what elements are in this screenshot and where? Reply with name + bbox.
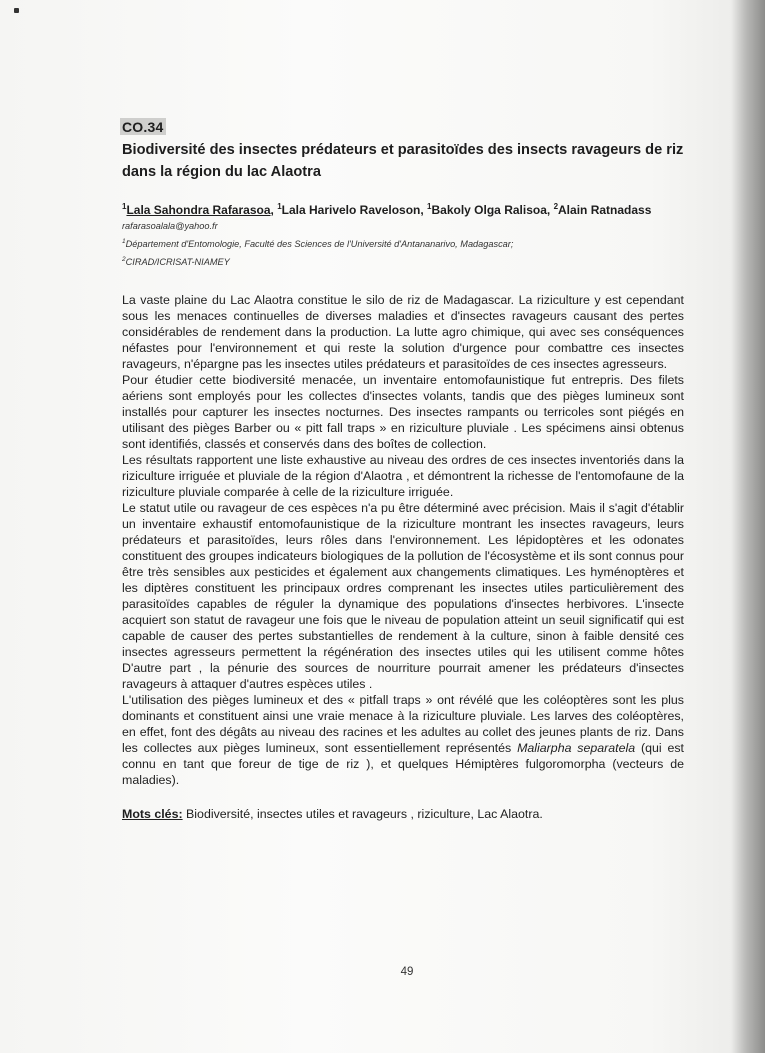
scan-shadow-edge: [731, 0, 765, 1053]
author-list: [122, 199, 684, 218]
abstract-paragraph-5: L'utilisation des pièges lumineux et des « pitfall traps » ont révélé que les coléoptères sont les plus dominants et constituent ainsi une vraie menace à la riziculture pluviale. Les larves des coléoptères, en effet, font des dégâts au niveau des racines et les adultes au collet des jeunes plants de riz. Dans les collectes aux pièges lumineux, sont essentiellement représentés Maliarpha separatela (qui est connu en tant que foreur de tige de riz ), et quelques Hémiptères fulgoromorpha (vecteurs de maladies).: [122, 693, 684, 788]
scan-corner-mark: [14, 8, 19, 13]
author-2: $^1$Lala Harivelo Raveloson,: [277, 202, 428, 217]
abstract-paragraph-4: Le statut utile ou ravageur de ces espèces n'a pu être déterminé avec précision. Mais il s'agit d'établir un inventaire exhaustif entomofaunistique de la riziculture montrant les insectes ravageurs, leurs prédateurs et parasitoïdes, leurs rôles dans l'environnement. Les lépidoptères et les odonates constituent des groupes indicateurs biologiques de la pollution de l'écosystème et ils sont connus pour être très sensibles aux pesticides et également aux changements climatiques. Les hyménoptères et les diptères constituent les principaux ordres comprenant les insectes utiles particulièrement des parasitoïdes capables de réguler la dynamique des populations d'insectes herbivores. L'insecte acquiert son statut de ravageur une fois que le niveau de population atteint un seuil significatif qui est capable de causer des pertes substantielles de rendement à la culture, sinon à faible densité ces insectes agresseurs permettent la régénération des insectes utiles qui les utilisent comme hôtes D'autre part , la pénurie des sources de nourriture pourrait amener les prédateurs d'insectes ravageurs à attaquer d'autres espèces utiles .: [122, 501, 684, 692]
author-email: rafarasoalala@yahoo.fr: [122, 221, 218, 231]
affiliation-2: $^2$CIRAD/ICRISAT-NIAMEY: [122, 256, 230, 268]
author-1: $^1$Lala Sahondra Rafarasoa,: [122, 202, 278, 217]
abstract-paragraph-3: Les résultats rapportent une liste exhaustive au niveau des ordres de ces insectes inventoriés dans la riziculture irriguée et pluviale de la région d'Alaotra , et démontrent la richesse de l'entomofaune de la riziculture pluviale comparée à celle de la riziculture irriguée.: [122, 453, 684, 500]
paper-title: Biodiversité des insectes prédateurs et parasitoïdes des insects ravageurs de riz dans la région du lac Alaotra: [122, 142, 684, 180]
keywords-list: Biodiversité, insectes utiles et ravageurs , riziculture, Lac Alaotra.: [182, 807, 543, 822]
keywords-label: Mots clés:: [122, 807, 183, 822]
abstract-content: [122, 118, 684, 822]
paper-code: CO.34: [120, 118, 166, 135]
abstract-paragraph-2: Pour étudier cette biodiversité menacée, un inventaire entomofaunistique fut entrepris. Des filets aériens sont employés pour les collectes d'insectes volants, tandis que des pièges lumineux sont installés pour capturer les insectes nocturnes. Des insectes rampants ou terricoles sont piégés en utilisant des pièges Barber ou « pitt fall traps » en riziculture pluviale . Les spécimens ainsi obtenus sont identifiés, classés et conservés dans des boîtes de collection.: [122, 373, 684, 452]
affiliation-1: $^1$Département d'Entomologie, Faculté des Sciences de l'Université d'Antananarivo, Madagascar;: [122, 238, 514, 250]
page-number: 49: [400, 966, 414, 978]
species-name: Maliarpha separatela: [517, 741, 636, 756]
keywords: [122, 806, 684, 822]
author-4: $^2$Alain Ratnadass: [553, 202, 652, 217]
author-3: $^1$Bakoly Olga Ralisoa,: [427, 202, 554, 217]
abstract-paragraph-1: La vaste plaine du Lac Alaotra constitue le silo de riz de Madagascar. La riziculture y est cependant sous les menaces continuelles de diverses maladies et d'insectes ravageurs causant des pertes considérables de rendement dans la production. La lutte agro chimique, qui avec ses conséquences néfastes pour l'environnement et qui reste la solution d'urgence pour combattre ces insectes ravageurs, n'épargne pas les insectes utiles prédateurs et parasitoïdes de ces insectes agresseurs.: [122, 293, 684, 372]
abstract-body: [122, 292, 684, 788]
